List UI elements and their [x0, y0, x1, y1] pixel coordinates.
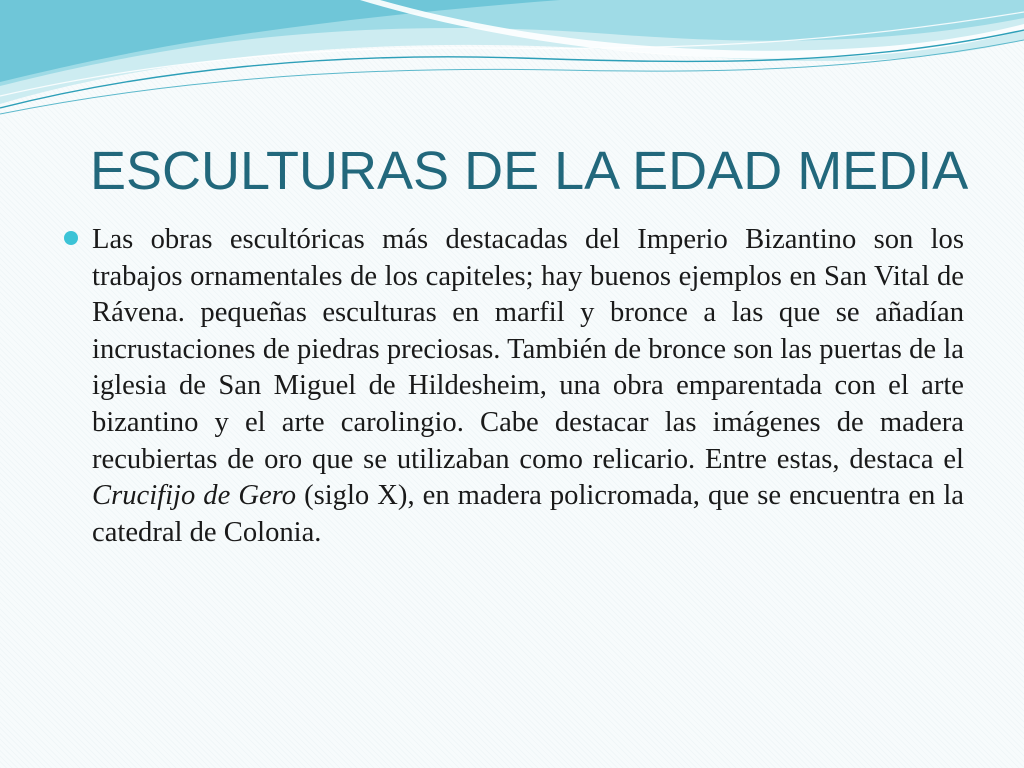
bullet-icon [64, 231, 78, 245]
body-text-part2: (siglo X), en madera policromada, que se encuentra en la catedral de Colonia. [92, 480, 964, 548]
header-wave-decoration [0, 0, 1024, 130]
slide-title: ESCULTURAS DE LA EDAD MEDIA [90, 141, 969, 201]
body-paragraph [92, 222, 964, 551]
body-text-part1: Las obras escultóricas más destacadas del Imperio Bizantino son los trabajos ornamentales de los capiteles; hay buenos ejemplos en San Vital de Rávena. pequeñas esculturas en marfil y bronce a las que se añadían incrustaciones de piedras preciosas. También de bronce son las puertas de la iglesia de San Miguel de Hildesheim, una obra emparentada con el arte bizantino y el arte carolingio. Cabe destacar las imágenes de madera recubiertas de oro que se utilizaban como relicario. Entre estas, destaca el [92, 224, 964, 475]
slide-body [92, 222, 964, 551]
body-text-italic: Crucifijo de Gero [92, 480, 297, 512]
